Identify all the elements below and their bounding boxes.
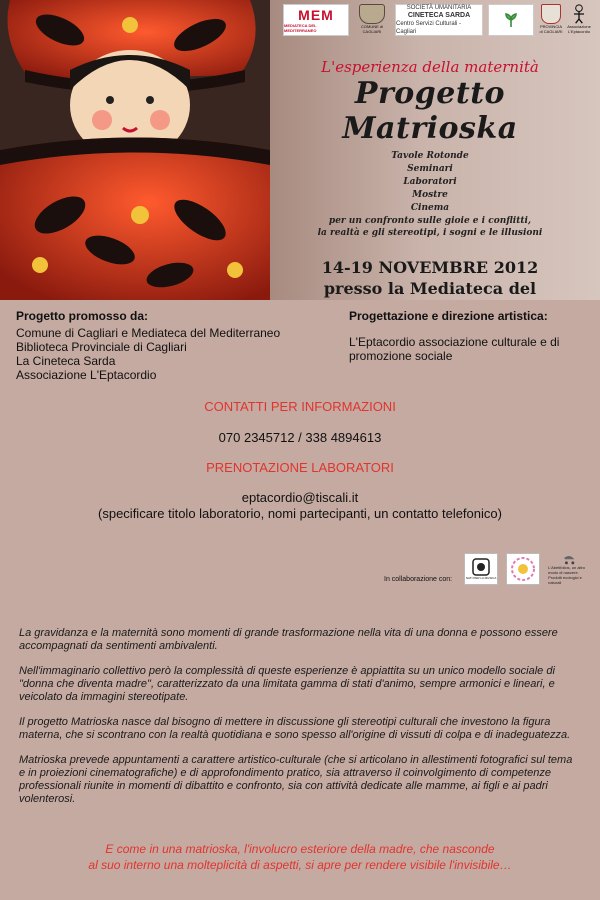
sponsor-logos xyxy=(283,4,590,36)
collaboration-label: In collaborazione con: xyxy=(384,576,453,583)
matrioska-doll-image xyxy=(0,0,270,300)
direction-text: L'Eptacordio associazione culturale e di promozione sociale xyxy=(349,335,560,363)
leaf-icon xyxy=(503,12,519,28)
abetifolios-logo xyxy=(548,555,592,585)
cineteca-line1: SOCIETÀ UMANITARIA xyxy=(406,5,472,11)
cineteca-sarda-logo xyxy=(395,4,483,36)
provincia-crest-icon xyxy=(541,4,561,24)
nati-per-la-musica-logo xyxy=(464,553,498,585)
direction-heading: Progettazione e direzione artistica: xyxy=(349,309,548,323)
body-paragraph: La gravidanza e la maternità sono momenti di grande trasformazione nella vita di una donna e possono essere accompagnati da sentimenti ambivalenti. xyxy=(19,627,558,652)
cineteca-line3: Centro Servizi Culturali - Cagliari xyxy=(396,21,462,35)
eptacordio-figure-icon xyxy=(570,4,588,24)
closing-line: al suo interno una molteplicità di aspetti, si apre per rendere visibile l'invisibile… xyxy=(88,858,512,872)
body-paragraph: Matrioska prevede appuntamenti a carattere artistico-culturale (che si articolano in allestimenti fotografici sul tema e in proiezioni cinematografiche) e di approfondimento pratico, sia attraverso il coinvolgimento di competenze professionali riunite in momenti di dibattito e confronto, sia con attività dedicate alle mamme, ai figli e ai padri volenterosi. xyxy=(19,754,573,805)
promoter-item: Biblioteca Provinciale di Cagliari xyxy=(16,340,187,354)
eptacordio-logo xyxy=(568,4,590,34)
comune-logo-caption: COMUNE di CAGLIARI xyxy=(360,24,383,34)
mem-logo-mark: MEM xyxy=(298,7,334,23)
contacts-heading: CONTATTI PER INFORMAZIONI xyxy=(204,399,396,414)
provincia-logo-caption: PROVINCIA di CAGLIARI xyxy=(539,24,563,34)
activity-item: Mostre xyxy=(412,190,448,200)
project-description xyxy=(19,627,579,818)
phone-numbers[interactable]: 070 2345712 / 338 4894613 xyxy=(218,430,382,445)
promoter-item: La Cineteca Sarda xyxy=(16,354,116,368)
page-subtitle: L'esperienza della maternità xyxy=(321,58,539,76)
artistic-direction-section xyxy=(349,309,579,363)
eptacordio-logo-caption: Associazione L'Eptacordio xyxy=(567,24,591,34)
flower-icon xyxy=(509,555,537,583)
biblioteca-logo xyxy=(488,4,534,36)
cineteca-line2: CINETECA SARDA xyxy=(407,12,471,19)
promoters-heading: Progetto promosso da: xyxy=(16,309,149,323)
mem-logo xyxy=(283,4,349,36)
activities-list xyxy=(270,150,590,215)
promoters-list xyxy=(16,326,326,382)
description-line: la realtà e gli stereotipi, i sogni e le illusioni xyxy=(317,228,543,238)
music-baby-icon xyxy=(471,558,491,576)
collaboration-logos xyxy=(384,553,592,585)
page-title: Progetto Matrioska xyxy=(342,76,518,146)
email-address[interactable]: eptacordio@tiscali.it xyxy=(241,490,359,505)
closing-line: E come in una matrioska, l'involucro esteriore della madre, che nasconde xyxy=(105,842,495,856)
booking-heading: PRENOTAZIONE LABORATORI xyxy=(206,460,394,475)
provincia-cagliari-logo xyxy=(539,4,563,34)
stroller-icon xyxy=(560,555,580,565)
body-paragraph: Il progetto Matrioska nasce dal bisogno di mettere in discussione gli stereotipi culturali che investono la figura materna, che si scontrano con la realtà quotidiana e sono spesso all'origine di vissuti di colpa e di inadeguatezza. xyxy=(19,716,571,741)
mem-logo-caption: MEDIATECA DEL MEDITERRANEO xyxy=(284,23,317,33)
venue-line: presso la Mediateca del xyxy=(323,279,537,298)
booking-note: (specificare titolo laboratorio, nomi partecipanti, un contatto telefonico) xyxy=(98,506,502,521)
logo1-caption: NATI PER LA MUSICA xyxy=(465,576,497,580)
date-line: 14-19 NOVEMBRE 2012 xyxy=(321,258,539,277)
promoters-section xyxy=(16,309,326,382)
comune-cagliari-logo xyxy=(354,4,390,34)
body-paragraph: Nell'immaginario collettivo però la complessità di queste esperienze è appiattita su un unico modello sociale di "donna che diventa madre", caratterizzato da una limitata gamma di stati d'animo, sempre armonici e lineari, e veicolato da immagini stereotipate. xyxy=(19,665,555,703)
promoter-item: Comune di Cagliari e Mediateca del Mediterraneo xyxy=(16,326,281,340)
header-banner xyxy=(0,0,600,300)
logo3-caption: L'Abetifolios, un altro modo di nascere. Prodotti ecologici e naturali xyxy=(548,565,586,585)
activity-item: Cinema xyxy=(410,203,450,213)
activity-item: Seminari xyxy=(407,164,453,174)
description-line: per un confronto sulle gioie e i conflitti, xyxy=(328,216,532,226)
activity-item: Laboratori xyxy=(403,177,457,187)
flower-circle-logo xyxy=(506,553,540,585)
closing-quote xyxy=(0,841,600,873)
promoter-item: Associazione L'Eptacordio xyxy=(16,368,157,382)
activity-item: Tavole Rotonde xyxy=(391,151,469,161)
header-text xyxy=(270,58,590,300)
event-dates xyxy=(270,257,590,300)
crest-icon xyxy=(359,4,385,24)
